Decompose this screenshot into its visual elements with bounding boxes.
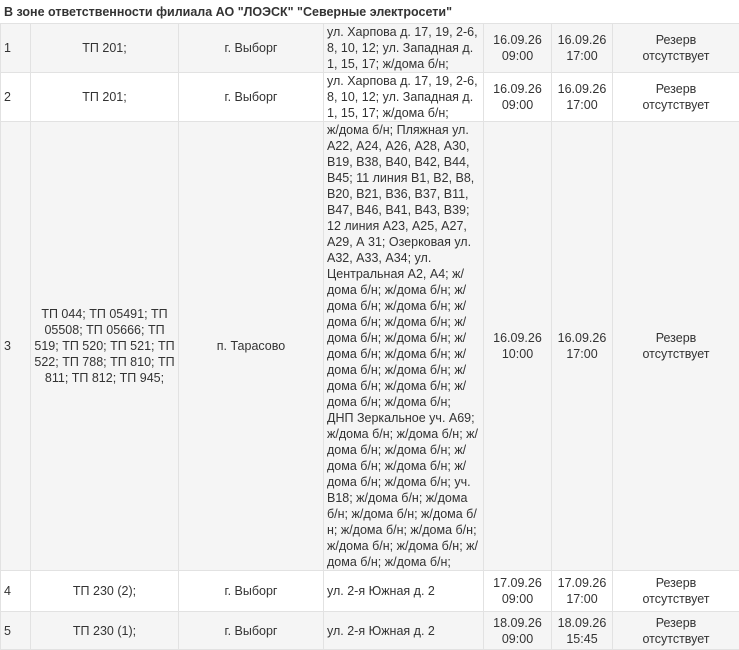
reserve-status	[613, 122, 739, 571]
start-datetime	[484, 24, 552, 73]
start-datetime	[484, 73, 552, 122]
reserve-status-line-2: отсутствует	[616, 631, 736, 647]
substation-list: ТП 044; ТП 05491; ТП 05508; ТП 05666; ТП 519; ТП 520; ТП 521; ТП 522; ТП 788; ТП 810; ТП 811; ТП 812; ТП 945;	[31, 122, 179, 571]
settlement: г. Выборг	[179, 73, 324, 122]
start-time: 09:00	[487, 48, 548, 64]
end-datetime	[552, 612, 613, 650]
substation-list: ТП 201;	[31, 73, 179, 122]
section-heading: В зоне ответственности филиала АО "ЛОЭСК" "Северные электросети"	[4, 2, 452, 22]
start-time: 10:00	[487, 346, 548, 362]
start-time: 09:00	[487, 631, 548, 647]
table-row	[1, 571, 739, 612]
settlement: г. Выборг	[179, 24, 324, 73]
start-date: 16.09.26	[487, 32, 548, 48]
end-datetime	[552, 122, 613, 571]
end-date: 16.09.26	[555, 32, 609, 48]
table-row	[1, 24, 739, 73]
address-list: ул. 2-я Южная д. 2	[324, 571, 484, 612]
reserve-status-line-2: отсутствует	[616, 346, 736, 362]
substation-list: ТП 201;	[31, 24, 179, 73]
outage-table	[0, 23, 739, 650]
end-date: 17.09.26	[555, 575, 609, 591]
start-datetime	[484, 122, 552, 571]
reserve-status-line-2: отсутствует	[616, 591, 736, 607]
end-time: 17:00	[555, 48, 609, 64]
reserve-status-line-1: Резерв	[616, 81, 736, 97]
row-number: 4	[1, 571, 31, 612]
address-list: ул. Харпова д. 17, 19, 2-6, 8, 10, 12; ул. Западная д. 1, 15, 17; ж/дома б/н;	[324, 73, 484, 122]
table-row	[1, 122, 739, 571]
end-date: 18.09.26	[555, 615, 609, 631]
reserve-status-line-1: Резерв	[616, 615, 736, 631]
end-date: 16.09.26	[555, 330, 609, 346]
end-time: 17:00	[555, 346, 609, 362]
end-time: 17:00	[555, 591, 609, 607]
row-number: 1	[1, 24, 31, 73]
start-datetime	[484, 612, 552, 650]
end-time: 17:00	[555, 97, 609, 113]
table-row	[1, 73, 739, 122]
reserve-status	[613, 612, 739, 650]
start-time: 09:00	[487, 97, 548, 113]
settlement: п. Тарасово	[179, 122, 324, 571]
start-date: 16.09.26	[487, 81, 548, 97]
reserve-status-line-1: Резерв	[616, 575, 736, 591]
end-datetime	[552, 73, 613, 122]
address-list: ул. Харпова д. 17, 19, 2-6, 8, 10, 12; ул. Западная д. 1, 15, 17; ж/дома б/н;	[324, 24, 484, 73]
substation-list: ТП 230 (1);	[31, 612, 179, 650]
reserve-status-line-1: Резерв	[616, 330, 736, 346]
address-list: ул. 2-я Южная д. 2	[324, 612, 484, 650]
reserve-status	[613, 73, 739, 122]
table-row	[1, 612, 739, 650]
start-date: 18.09.26	[487, 615, 548, 631]
row-number: 2	[1, 73, 31, 122]
row-number: 3	[1, 122, 31, 571]
reserve-status-line-2: отсутствует	[616, 48, 736, 64]
end-datetime	[552, 24, 613, 73]
start-date: 16.09.26	[487, 330, 548, 346]
start-datetime	[484, 571, 552, 612]
start-time: 09:00	[487, 591, 548, 607]
row-number: 5	[1, 612, 31, 650]
end-date: 16.09.26	[555, 81, 609, 97]
settlement: г. Выборг	[179, 612, 324, 650]
end-time: 15:45	[555, 631, 609, 647]
reserve-status-line-1: Резерв	[616, 32, 736, 48]
start-date: 17.09.26	[487, 575, 548, 591]
reserve-status	[613, 24, 739, 73]
reserve-status	[613, 571, 739, 612]
reserve-status-line-2: отсутствует	[616, 97, 736, 113]
substation-list: ТП 230 (2);	[31, 571, 179, 612]
end-datetime	[552, 571, 613, 612]
settlement: г. Выборг	[179, 571, 324, 612]
address-list: ж/дома б/н; Пляжная ул. А22, А24, А26, А28, А30, В19, В38, В40, В42, В44, В45; 11 линия В1, В2, В8, В20, В21, В36, В37, В11, В47, В46, В41, В43, В39; 12 линия А23, А25, А27, А29, А 31; Озерковая ул. А32, А33, А34; ул. Центральная А2, А4; ж/дома б/н; ж/дома б/н; ж/дома б/н; ж/дома б/н; ж/дома б/н; ж/дома б/н; ж/дома б/н; ж/дома б/н; ж/дома б/н; ж/дома б/н; ж/дома б/н; ж/дома б/н; ж/дома б/н; ж/дома б/н; ж/дома б/н; ж/дома б/н; ДНП Зеркальное уч. А69; ж/дома б/н; ж/дома б/н; ж/дома б/н; ж/дома б/н; ж/дома б/н; ж/дома б/н; ж/дома б/н; ж/дома б/н; уч. В18; ж/дома б/н; ж/дома б/н; ж/дома б/н; ж/дома б/н; ж/дома б/н; ж/дома б/н; ж/дома б/н; ж/дома б/н; ж/дома б/н; ж/дома б/н;	[324, 122, 484, 571]
